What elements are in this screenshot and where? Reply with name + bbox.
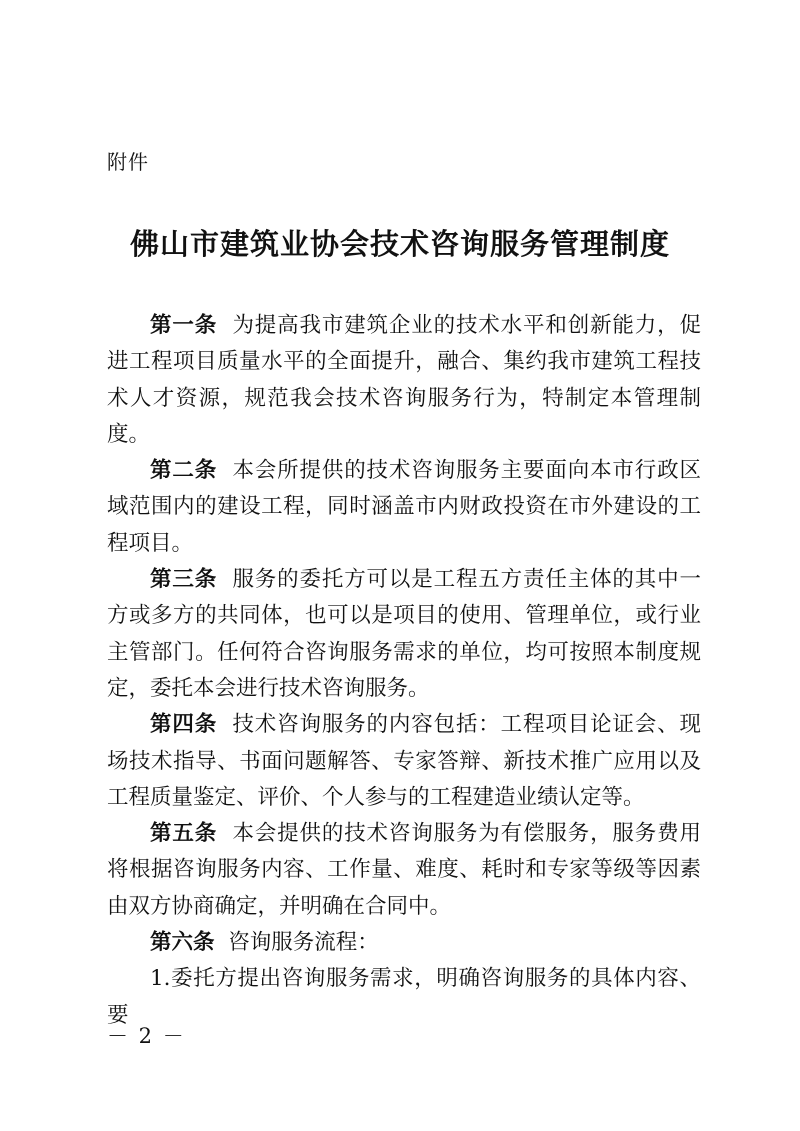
article-3 bbox=[107, 562, 701, 707]
article-label: 第四条 bbox=[150, 712, 218, 738]
article-label: 第一条 bbox=[150, 313, 218, 338]
attachment-label: 附件 bbox=[107, 150, 149, 174]
article-4 bbox=[107, 707, 701, 816]
article-6 bbox=[107, 925, 701, 961]
article-text: 咨询服务流程： bbox=[228, 930, 379, 956]
article-label: 第六条 bbox=[150, 930, 215, 956]
article-text: 为提高我市建筑企业的技术水平和创新能力，促进工程项目质量水平的全面提升，融合、集约我市建筑工程技术人才资源，规范我会技术咨询服务行为，特制定本管理制度。 bbox=[107, 313, 701, 447]
article-text: 本会所提供的技术咨询服务主要面向本市行政区域范围内的建设工程，同时涵盖市内财政投资在市外建设的工程项目。 bbox=[107, 458, 701, 556]
article-text: 服务的委托方可以是工程五方责任主体的其中一方或多方的共同体，也可以是项目的使用、管理单位，或行业主管部门。任何符合咨询服务需求的单位，均可按照本制度规定，委托本会进行技术咨询服务。 bbox=[107, 567, 701, 701]
article-2 bbox=[107, 453, 701, 562]
article-1 bbox=[107, 308, 701, 453]
article-5 bbox=[107, 816, 701, 925]
article-label: 第二条 bbox=[150, 458, 218, 484]
document-body bbox=[107, 308, 701, 1034]
article-text: 技术咨询服务的内容包括：工程项目论证会、现场技术指导、书面问题解答、专家答辩、新技术推广应用以及工程质量鉴定、评价、个人参与的工程建造业绩认定等。 bbox=[107, 712, 701, 810]
document-title: 佛山市建筑业协会技术咨询服务管理制度 bbox=[129, 227, 670, 261]
article-label: 第五条 bbox=[150, 821, 218, 847]
process-item-1: 1.委托方提出咨询服务需求，明确咨询服务的具体内容、要 bbox=[107, 966, 701, 1028]
article-text: 本会提供的技术咨询服务为有偿服务，服务费用将根据咨询服务内容、工作量、难度、耗时和专家等级等因素由双方协商确定，并明确在合同中。 bbox=[107, 821, 701, 919]
article-label: 第三条 bbox=[150, 567, 218, 593]
page-number: － 2 － bbox=[107, 1024, 186, 1048]
